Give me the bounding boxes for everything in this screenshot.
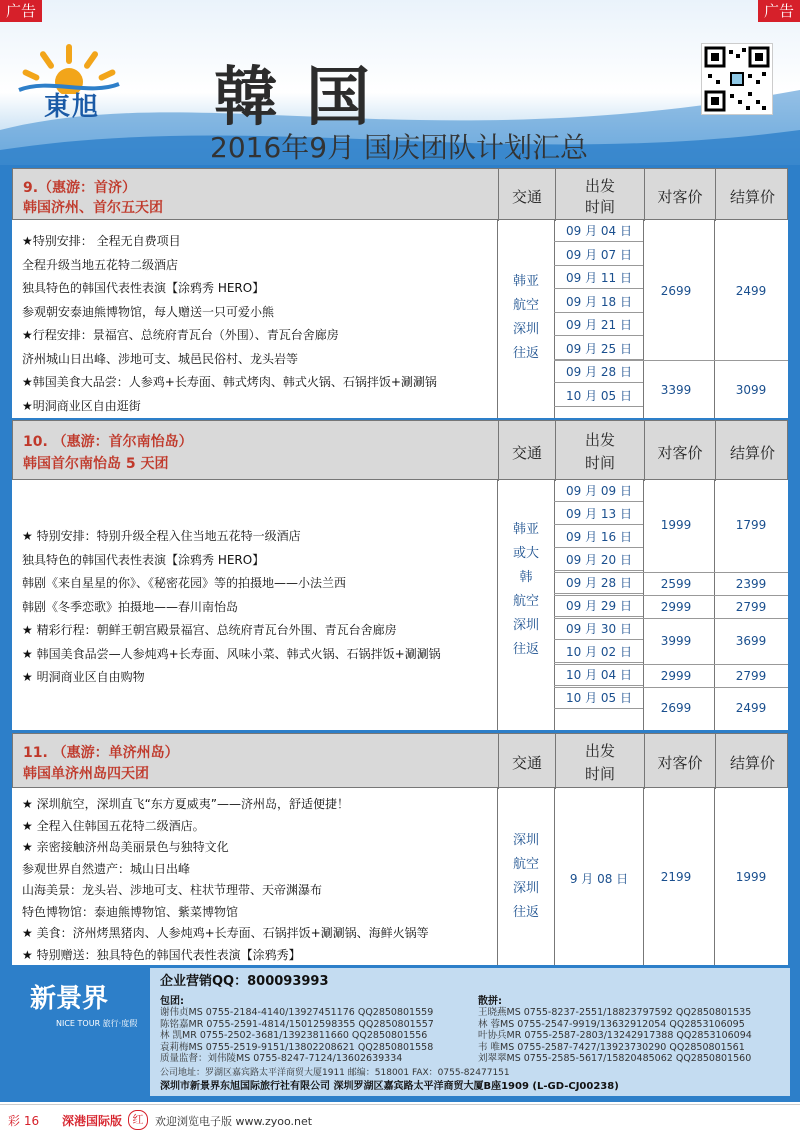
feature-line: ★ 特别赠送：独具特色的韩国代表性表演【涂鸦秀】 [22, 947, 301, 962]
section-title: 韩国济州、首尔五天团 [23, 200, 163, 216]
departure-date: 10 月 05 日 [566, 388, 632, 403]
date-row-divider [554, 359, 643, 360]
col-depart: 出发 [584, 742, 615, 760]
section-title: 韩国首尔南怡岛 5 天团 [23, 456, 169, 472]
feature-line: 独具特色的韩国代表性表演【涂鸦秀 HERO】 [22, 281, 265, 295]
edition-label: 深港国际版 [62, 1114, 123, 1128]
group-label: 包团: [160, 996, 184, 1007]
col-guest-price: 对客价 [657, 444, 703, 462]
feature-line: ★ 明洞商业区自由购物 [22, 670, 145, 684]
guest-price: 2999 [660, 669, 692, 683]
guest-price: 2699 [660, 701, 692, 715]
website-link[interactable]: 欢迎浏览电子版 www.zyoo.net [155, 1115, 313, 1128]
guest-price: 3999 [660, 634, 692, 648]
departure-date: 09 月 30 日 [566, 622, 632, 636]
contact-line: 王晓燕MS 0755-8237-2551/18823797592 QQ2850801535 [478, 1007, 752, 1018]
departure-date: 10 月 05 日 [566, 691, 632, 705]
contact-line: 韦 唯MS 0755-2587-7427/13923730290 QQ2850801561 [478, 1041, 745, 1053]
feature-line: ★行程安排：景福宫、总统府青瓦台（外围）、青瓦台舍廊房 [22, 328, 339, 342]
page-subtitle: 2016年9月 国庆团队计划汇总 [210, 131, 588, 164]
departure-date: 09 月 07 日 [566, 247, 632, 262]
feature-line: ★ 深圳航空，深圳直飞“东方夏威夷”——济州岛，舒适便捷！ [22, 797, 350, 811]
tour-section-9 [12, 168, 788, 418]
feature-line: 韩剧《来自星星的你》、《秘密花园》等的拍摄地——小法兰西 [22, 576, 347, 590]
feature-line: ★ 韩国美食品尝—人参炖鸡+长寿面、风味小菜、韩式火锅、石锅拌饭+涮涮锅 [22, 646, 441, 661]
page-title: 韓国 [214, 60, 398, 135]
brand-logo: 東旭 [44, 92, 101, 122]
date-row-divider [554, 406, 643, 407]
departure-date: 09 月 25 日 [566, 341, 632, 356]
feature-line: 独具特色的韩国代表性表演【涂鸦秀 HERO】 [22, 552, 265, 567]
col-settle-price: 结算价 [729, 188, 775, 206]
departure-date: 09 月 18 日 [566, 294, 632, 309]
tour-section-10 [12, 420, 788, 730]
footer-brand-logo: 新景界 [30, 984, 109, 1014]
departure-date: 09 月 28 日 [566, 576, 632, 590]
date-row-divider [554, 570, 643, 571]
settle-price: 3099 [735, 383, 767, 397]
contact-line: 质量监督：刘伟陵MS 0755-8247-7124/13602639334 [160, 1053, 403, 1064]
feature-line: ★ 全程入住韩国五花特二级酒店。 [22, 818, 205, 833]
departure-date: 10 月 02 日 [566, 645, 632, 659]
feature-line: ★ 亲密接触济州岛美丽景色与独特文化 [22, 840, 229, 854]
col-depart-time: 时间 [584, 765, 615, 783]
date-row-divider [554, 685, 643, 686]
date-row-divider [554, 708, 643, 709]
feature-line: ★ 特别安排：特别升级全程入住当地五花特一级酒店 [22, 529, 301, 543]
col-transport: 交通 [511, 444, 542, 462]
date-row-divider [554, 639, 643, 640]
feature-line: 参观朝安泰迪熊博物馆，每人赠送一只可爱小熊 [22, 304, 275, 319]
date-row-divider [554, 288, 643, 289]
section-title: 韩国单济州岛四天团 [23, 766, 149, 782]
guest-price: 1999 [660, 518, 692, 532]
departure-date: 9 月 08 日 [569, 872, 629, 886]
contact-line: 林 蓉MS 0755-2547-9919/13632912054 QQ2853106095 [478, 1018, 745, 1030]
settle-price: 3699 [735, 634, 767, 648]
col-settle-price: 结算价 [729, 444, 775, 462]
departure-date: 09 月 04 日 [566, 224, 632, 238]
contact-line: 刘翠翠MS 0755-2585-5617/15820485062 QQ2850801560 [478, 1053, 752, 1064]
guest-price: 2199 [660, 870, 692, 884]
date-row-divider [554, 312, 643, 313]
guest-price: 2699 [660, 284, 692, 298]
feature-line: 韩剧《冬季恋歌》拍摄地——春川南怡岛 [22, 599, 239, 614]
settle-price: 2499 [735, 701, 767, 715]
contact-line: 叶协兵MR 0755-2587-2803/13242917388 QQ2853106094 [478, 1030, 752, 1041]
date-row-divider [554, 265, 643, 266]
settle-price: 1799 [735, 518, 767, 532]
section-code: 11. （惠游：单济州岛） [23, 745, 179, 761]
section-code: 10. （惠游：首尔南怡岛） [23, 434, 193, 450]
transport-info: 深圳 航空 深圳 往返 [512, 833, 539, 920]
settle-price: 1999 [735, 870, 767, 884]
settle-price: 2499 [735, 284, 767, 298]
feature-line: 特色博物馆：泰迪熊博物馆、紫菜博物馆 [22, 904, 239, 919]
departure-date: 09 月 09 日 [566, 484, 632, 498]
footer-brand-subtitle: NICE TOUR 旅行·度假 [56, 1019, 138, 1028]
departure-date: 09 月 21 日 [566, 318, 632, 332]
section-header [12, 420, 788, 480]
departure-date: 09 月 16 日 [566, 530, 632, 544]
departure-date: 09 月 29 日 [566, 599, 632, 613]
contact-line: 袁莉梅MS 0755-2519-9151/13802208621 QQ2850801558 [160, 1041, 434, 1053]
page-number: 彩 16 [8, 1114, 40, 1128]
date-row-divider [554, 662, 643, 663]
departure-date: 09 月 13 日 [566, 507, 632, 521]
date-row-divider [554, 335, 643, 336]
date-row-divider [554, 241, 643, 242]
settle-price: 2799 [735, 669, 767, 683]
guest-price: 3399 [660, 383, 692, 397]
col-depart-time: 时间 [584, 198, 615, 216]
departure-date: 09 月 20 日 [566, 553, 632, 567]
contact-line: 谢伟贞MS 0755-2184-4140/13927451176 QQ2850801559 [160, 1007, 434, 1018]
guest-price: 2599 [660, 577, 692, 591]
settle-price: 2799 [735, 600, 767, 614]
col-settle-price: 结算价 [729, 754, 775, 772]
company-address: 公司地址：罗湖区嘉宾路太平洋商贸大厦1911 邮编：518001 FAX：0755-82477151 [160, 1068, 510, 1078]
feature-line: ★韩国美食大品尝：人参鸡+长寿面、韩式烤肉、韩式火锅、石锅拌饭+涮涮锅 [22, 375, 437, 389]
feature-line: ★特别安排： 全程无自费项目 [22, 234, 181, 248]
departure-date: 09 月 11 日 [566, 271, 632, 285]
col-guest-price: 对客价 [657, 754, 703, 772]
section-header [12, 168, 788, 220]
feature-line: ★明洞商业区自由逛街 [22, 398, 141, 413]
col-depart-time: 时间 [584, 454, 615, 472]
contact-line: 林 凯MR 0755-2502-3681/13923811660 QQ2850801556 [160, 1030, 428, 1041]
settle-price: 2399 [735, 577, 767, 591]
col-depart: 出发 [584, 431, 615, 449]
date-row-divider [554, 501, 643, 502]
col-guest-price: 对客价 [657, 188, 703, 206]
departure-date: 09 月 28 日 [566, 365, 632, 379]
color-tag: 红 [128, 1110, 148, 1130]
company-name: 深圳市新景界东旭国际旅行社有限公司 深圳罗湖区嘉宾路太平洋商贸大厦B座1909 (L-GD-CJ00238) [160, 1081, 619, 1092]
col-transport: 交通 [511, 188, 542, 206]
section-header [12, 733, 788, 788]
date-row-divider [554, 382, 643, 383]
departure-date: 10 月 04 日 [566, 668, 632, 682]
feature-line: ★ 精彩行程：朝鲜王朝宫殿景福宫、总统府青瓦台外围、青瓦台舍廊房 [22, 623, 397, 637]
contact-line: 陈铭嘉MR 0755-2591-4814/15012598355 QQ2850801557 [160, 1018, 434, 1030]
transport-info: 韩亚 航空 深圳 往返 [512, 274, 539, 361]
tour-section-11 [12, 733, 788, 965]
date-row-divider [554, 547, 643, 548]
feature-line: ★ 美食：济州烤黑猪肉、人参炖鸡+长寿面、石锅拌饭+涮涮锅、海鲜火锅等 [22, 926, 429, 940]
qr-code [701, 43, 773, 115]
feature-line: 山海美景：龙头岩、涉地可支、柱状节理带、天帝渊瀑布 [22, 883, 323, 897]
col-transport: 交通 [511, 754, 542, 772]
feature-line: 全程升级当地五花特二级酒店 [22, 257, 179, 272]
feature-line: 济州城山日出峰、涉地可支、城邑民俗村、龙头岩等 [22, 351, 299, 366]
guest-price: 2999 [660, 600, 692, 614]
date-row-divider [554, 524, 643, 525]
section-code: 9.（惠游：首济） [23, 180, 137, 196]
ad-label-left: 广告 [0, 0, 42, 22]
transport-info: 韩亚 或大 韩 航空 深圳 往返 [512, 522, 539, 657]
col-depart: 出发 [584, 177, 615, 195]
marketing-qq: 企业营销QQ：800093993 [160, 974, 329, 989]
date-row-divider [554, 616, 643, 617]
date-row-divider [554, 593, 643, 594]
ad-label-right: 广告 [758, 0, 800, 22]
feature-line: 参观世界自然遗产：城山日出峰 [22, 861, 191, 876]
scatter-label: 散拼: [478, 996, 502, 1007]
